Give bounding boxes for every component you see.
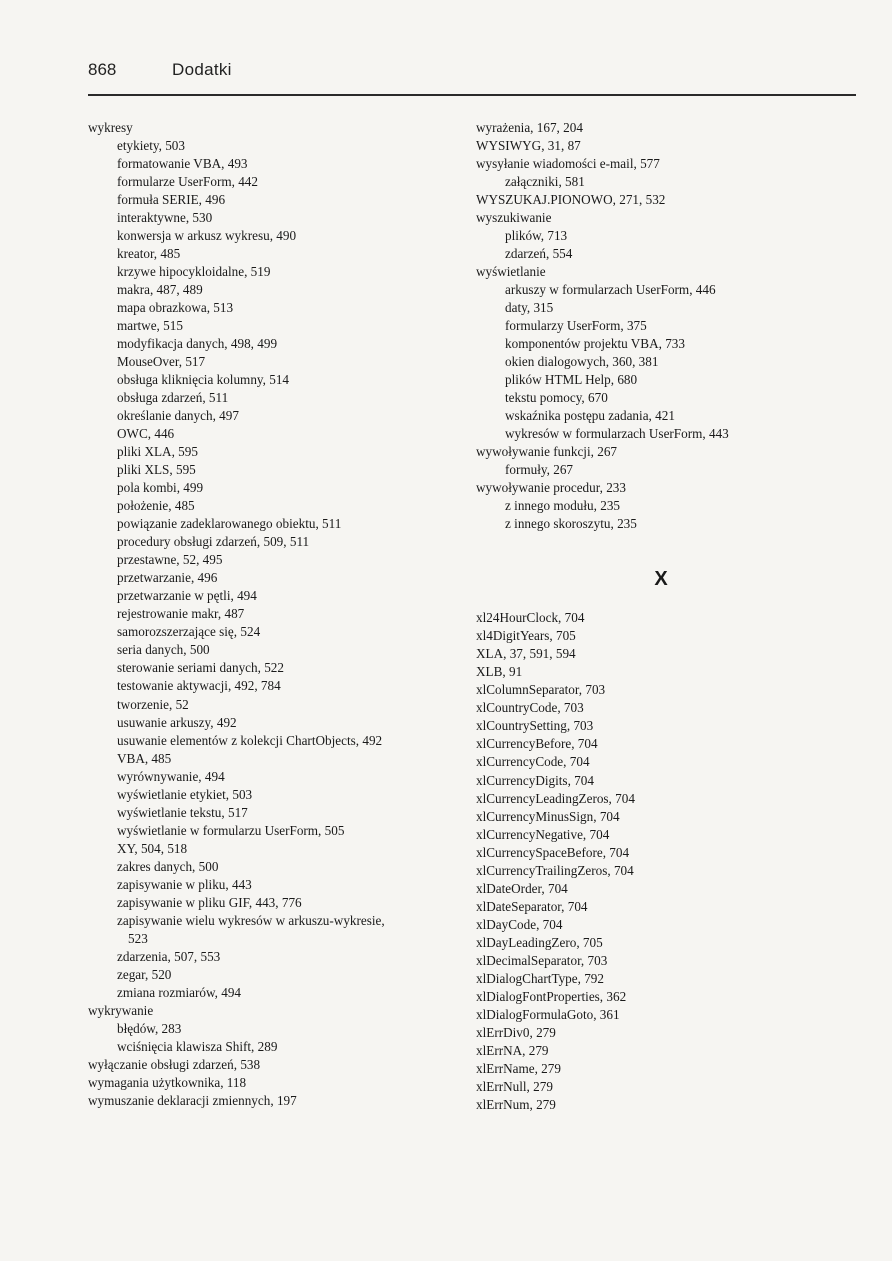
index-entry: WYSZUKAJ.PIONOWO, 271, 532 [476, 192, 666, 208]
index-entry: wyświetlanie [476, 264, 546, 280]
index-subentry: modyfikacja danych, 498, 499 [117, 336, 278, 352]
index-subentry: wciśnięcia klawisza Shift, 289 [117, 1038, 278, 1054]
index-entry: xlDecimalSeparator, 703 [476, 952, 608, 968]
index-subentry: konwersja w arkusz wykresu, 490 [117, 228, 297, 244]
page-header [88, 60, 856, 100]
index-entry: wywoływanie funkcji, 267 [476, 444, 618, 460]
index-entry: xlDateOrder, 704 [476, 880, 568, 896]
running-head: Dodatki [172, 60, 232, 79]
index-subentry: plików, 713 [505, 228, 568, 244]
index-entry: wyłączanie obsługi zdarzeń, 538 [88, 1056, 261, 1072]
index-entry: xlCurrencyBefore, 704 [476, 736, 598, 752]
index-entry: xlCurrencyDigits, 704 [476, 772, 594, 788]
index-subentry: arkuszy w formularzach UserForm, 446 [505, 282, 716, 298]
index-subentry: obsługa kliknięcia kolumny, 514 [117, 372, 290, 388]
index-subentry: 523 [128, 930, 148, 946]
index-entry: xlCurrencyLeadingZeros, 704 [476, 790, 635, 806]
index-entry: xlErrName, 279 [476, 1060, 561, 1076]
index-subentry: wyświetlanie etykiet, 503 [117, 786, 253, 802]
index-subentry: okien dialogowych, 360, 381 [505, 354, 659, 370]
index-subentry: martwe, 515 [117, 318, 183, 334]
index-subentry: daty, 315 [505, 300, 554, 316]
index-entry: xlColumnSeparator, 703 [476, 682, 606, 698]
index-subentry: seria danych, 500 [117, 642, 210, 658]
index-subentry: określanie danych, 497 [117, 408, 239, 424]
index-subentry: formatowanie VBA, 493 [117, 156, 248, 172]
index-column-left [88, 119, 468, 1110]
index-subentry: formularze UserForm, 442 [117, 174, 258, 190]
index-subentry: zmiana rozmiarów, 494 [117, 984, 242, 1000]
index-subentry: tworzenie, 52 [117, 696, 189, 712]
index-entry: xlDateSeparator, 704 [476, 898, 588, 914]
index-subentry: pliki XLS, 595 [117, 462, 196, 478]
index-subentry: wyświetlanie w formularzu UserForm, 505 [117, 822, 345, 838]
index-subentry: powiązanie zadeklarowanego obiektu, 511 [117, 516, 342, 532]
index-entry: xl24HourClock, 704 [476, 610, 585, 626]
index-entry: xlDayLeadingZero, 705 [476, 934, 603, 950]
index-subentry: przetwarzanie w pętli, 494 [117, 588, 257, 604]
index-entry: xlCurrencyTrailingZeros, 704 [476, 862, 634, 878]
index-subentry: zdarzenia, 507, 553 [117, 948, 221, 964]
index-subentry: formuła SERIE, 496 [117, 192, 226, 208]
index-subentry: komponentów projektu VBA, 733 [505, 336, 685, 352]
index-entry: xlDayCode, 704 [476, 916, 563, 932]
index-subentry: z innego modułu, 235 [505, 498, 621, 514]
index-entry: xlCurrencyMinusSign, 704 [476, 808, 620, 824]
index-subentry: interaktywne, 530 [117, 210, 213, 226]
index-subentry: przetwarzanie, 496 [117, 570, 218, 586]
index-entry: wyrażenia, 167, 204 [476, 120, 583, 135]
index-entry: XLA, 37, 591, 594 [476, 646, 576, 662]
index-subentry: mapa obrazkowa, 513 [117, 300, 234, 316]
index-subentry: z innego skoroszytu, 235 [505, 516, 637, 532]
index-entry: wymuszanie deklaracji zmiennych, 197 [88, 1092, 297, 1108]
index-subentry: testowanie aktywacji, 492, 784 [117, 678, 281, 694]
index-entry: wykrywanie [88, 1002, 154, 1018]
index-subentry: wyświetlanie tekstu, 517 [117, 804, 248, 820]
index-entry: xlCurrencyCode, 704 [476, 754, 590, 770]
index-subentry: makra, 487, 489 [117, 282, 203, 298]
index-subentry: formuły, 267 [505, 462, 574, 478]
header-rule [88, 94, 856, 96]
index-entry: xlCurrencySpaceBefore, 704 [476, 844, 630, 860]
index-entry: wysyłanie wiadomości e-mail, 577 [476, 156, 660, 172]
index-subentry: etykiety, 503 [117, 138, 185, 154]
index-entry: xlErrNull, 279 [476, 1078, 553, 1094]
index-group-x [476, 609, 876, 1113]
index-subentry: zapisywanie w pliku GIF, 443, 776 [117, 894, 302, 910]
index-subentry: wyrównywanie, 494 [117, 768, 225, 784]
index-subentry: pola kombi, 499 [117, 480, 204, 496]
index-entry: xl4DigitYears, 705 [476, 628, 576, 644]
index-entry: WYSIWYG, 31, 87 [476, 138, 581, 154]
index-subentry: załączniki, 581 [505, 174, 585, 190]
index-subentry: położenie, 485 [117, 498, 195, 514]
index-subentry: zdarzeń, 554 [505, 246, 573, 262]
index-subentry: pliki XLA, 595 [117, 444, 198, 460]
index-subentry: procedury obsługi zdarzeń, 509, 511 [117, 534, 310, 550]
index-subentry: zapisywanie w pliku, 443 [117, 876, 252, 892]
index-subentry: VBA, 485 [117, 750, 172, 766]
index-subentry: OWC, 446 [117, 426, 175, 442]
index-subentry: samorozszerzające się, 524 [117, 624, 261, 640]
index-subentry: wykresów w formularzach UserForm, 443 [505, 426, 729, 442]
index-subentry: zapisywanie wielu wykresów w arkuszu-wykresie, [117, 912, 385, 928]
index-entry: wyszukiwanie [476, 210, 552, 226]
index-subentry: rejestrowanie makr, 487 [117, 606, 245, 622]
index-subentry: wskaźnika postępu zadania, 421 [505, 408, 675, 424]
index-entry: xlCountrySetting, 703 [476, 718, 594, 734]
index-subentry: usuwanie elementów z kolekcji ChartObjects, 492 [117, 732, 383, 748]
page-number: 868 [88, 60, 117, 79]
index-subentry: sterowanie seriami danych, 522 [117, 660, 284, 676]
index-entry: wymagania użytkownika, 118 [88, 1074, 247, 1090]
index-group-w [476, 119, 876, 533]
index-entry: xlErrDiv0, 279 [476, 1024, 556, 1040]
index-subentry: usuwanie arkuszy, 492 [117, 714, 237, 730]
index-subentry: krzywe hipocykloidalne, 519 [117, 264, 271, 280]
index-subentry: plików HTML Help, 680 [505, 372, 638, 388]
index-entry: xlDialogFormulaGoto, 361 [476, 1006, 620, 1022]
index-entry: xlDialogFontProperties, 362 [476, 988, 627, 1004]
index-subentry: XY, 504, 518 [117, 840, 188, 856]
index-subentry: MouseOver, 517 [117, 354, 206, 370]
section-letter-heading: X [654, 568, 668, 591]
index-entry: xlErrNA, 279 [476, 1042, 549, 1058]
index-subentry: przestawne, 52, 495 [117, 552, 223, 568]
index-entry: xlErrNum, 279 [476, 1096, 556, 1112]
index-subentry: zegar, 520 [117, 966, 172, 982]
index-subentry: formularzy UserForm, 375 [505, 318, 647, 334]
index-entry: XLB, 91 [476, 664, 523, 680]
index-subentry: obsługa zdarzeń, 511 [117, 390, 229, 406]
index-subentry: zakres danych, 500 [117, 858, 219, 874]
index-entry: wykresy [88, 120, 133, 135]
index-entry: xlCountryCode, 703 [476, 700, 584, 716]
index-entry: xlDialogChartType, 792 [476, 970, 604, 986]
index-column-right [476, 119, 876, 1114]
index-subentry: kreator, 485 [117, 246, 181, 262]
index-subentry: błędów, 283 [117, 1020, 182, 1036]
index-entry: wywoływanie procedur, 233 [476, 480, 626, 496]
index-subentry: tekstu pomocy, 670 [505, 390, 608, 406]
index-entry: xlCurrencyNegative, 704 [476, 826, 610, 842]
